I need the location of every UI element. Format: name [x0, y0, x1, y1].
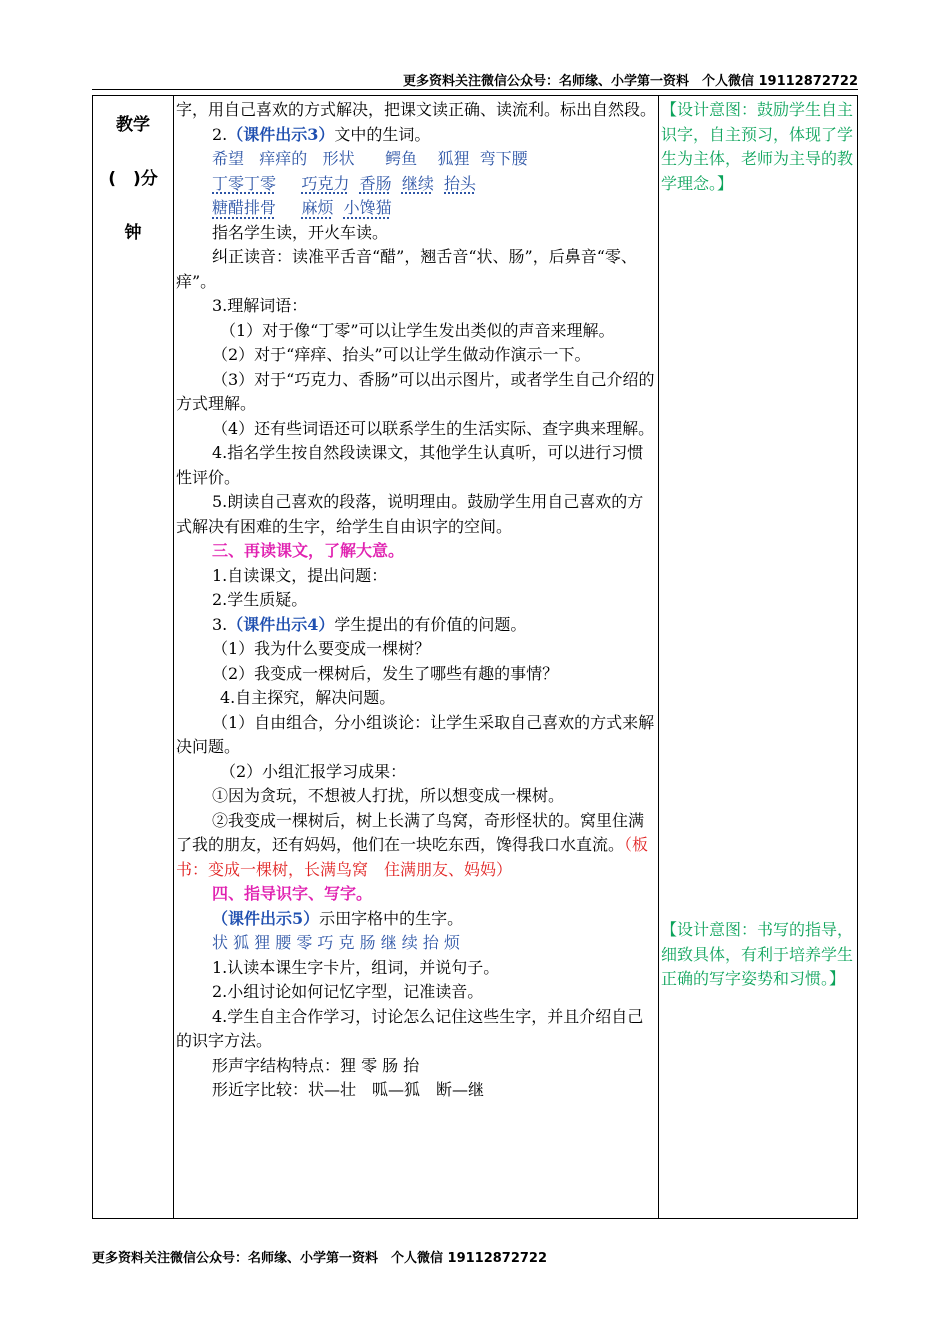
para-13: 2.学生质疑。 — [212, 590, 308, 609]
para-3: 指名学生读，开火车读。 — [212, 222, 389, 242]
design-note-2: 【设计意图：书写的指导，细致具体，有利于培养学生正确的写字姿势和习惯。】 — [661, 920, 854, 988]
para-26: 形声字结构特点：狸 零 肠 抬 — [212, 1055, 420, 1075]
para-10: 4.指名学生按自然段读课文，其他学生认真听，可以进行习惯性评价。 — [176, 443, 644, 487]
para-17: 4.自主探究，解决问题。 — [220, 688, 396, 707]
para-14 — [176, 613, 656, 638]
para-16: （2）我变成一棵树后，发生了哪些有趣的事情？ — [212, 663, 559, 683]
new-characters: 状 狐 狸 腰 零 巧 克 肠 继 续 抬 烦 — [212, 933, 460, 952]
blackboard-note: （板书：变成一棵树，长满鸟窝 住满朋友、妈妈） — [176, 835, 649, 879]
para-12: 1.自读课文，提出问题： — [212, 565, 388, 585]
vocab-word: 狐狸 — [437, 149, 470, 168]
para-2-rest: 文中的生词。 — [334, 124, 431, 144]
header-rule — [92, 89, 858, 90]
para-2 — [176, 123, 656, 148]
section-heading-4: 四、指导识字、写字。 — [212, 884, 373, 903]
vocab-word: 希望 — [212, 149, 245, 168]
para-27: 形近字比较：状—壮 呱—狐 断—继 — [212, 1080, 485, 1099]
vocab-word: 小馋猫 — [343, 198, 392, 217]
vocab-word: 巧克力 — [301, 173, 350, 193]
time-label-cell — [93, 96, 174, 1219]
courseware-tag-3: （课件出示3） — [227, 124, 335, 144]
page-header: 更多资料关注微信公众号：名师缘、小学第一资料 个人微信 19112872722 — [402, 74, 858, 89]
page-footer: 更多资料关注微信公众号：名师缘、小学第一资料 个人微信 19112872722 — [92, 1251, 548, 1266]
para-23: 1.认读本课生字卡片，组词，并说句子。 — [212, 957, 500, 977]
vocab-word: 继续 — [401, 173, 434, 193]
para-15: （1）我为什么要变成一棵树？ — [212, 639, 431, 658]
para-21-text: ②我变成一棵树后，树上长满了鸟窝，奇形怪状的。窝里住满了我的朋友，还有妈妈，他们在一块吃东西，馋得我口水直流。 — [176, 810, 645, 854]
vocab-word: 丁零丁零 — [212, 173, 277, 193]
para-5: 3.理解词语： — [212, 296, 308, 315]
para-4: 纠正读音：读准平舌音“醋”，翘舌音“状、肠”，后鼻音“零、痒”。 — [176, 247, 637, 291]
para-19: （2）小组汇报学习成果： — [220, 761, 407, 781]
vocab-word: 抬头 — [444, 173, 477, 193]
design-note-1: 【设计意图：鼓励学生自主识字，自主预习，体现了学生为主体，老师为主导的教学理念。】 — [661, 100, 854, 193]
vocab-word: 形状 — [322, 149, 355, 168]
para-11: 5.朗读自己喜欢的段落，说明理由。鼓励学生用自己喜欢的方式解决有困难的生字，给学生自由识字的空间。 — [176, 492, 644, 536]
para-14-rest: 学生提出的有价值的问题。 — [334, 614, 527, 634]
vocab-word: 麻烦 — [301, 198, 334, 217]
vocab-word: 痒痒的 — [259, 149, 308, 168]
para-24: 2.小组讨论如何记忆字型，记准读音。 — [212, 982, 484, 1001]
para-18: （1）自由组合，分小组谈论：让学生采取自己喜欢的方式来解决问题。 — [176, 712, 655, 756]
courseware-tag-4: （课件出示4） — [227, 614, 335, 634]
vocab-word: 糖醋排骨 — [212, 198, 277, 217]
vocab-word: 鳄鱼 — [385, 149, 418, 168]
para-22-rest: 示田字格中的生字。 — [319, 908, 464, 928]
para-9: （4）还有些词语还可以联系学生的生活实际、查字典来理解。 — [212, 418, 655, 438]
para-1: 字，用自己喜欢的方式解决，把课文读正确、读流利。标出自然段。 — [176, 100, 657, 119]
content-cell — [174, 96, 659, 1219]
time-label-1: 教学 — [116, 115, 150, 135]
vocab-row-2 — [176, 172, 656, 197]
vocab-word: 香肠 — [359, 173, 392, 193]
para-7: （2）对于“痒痒、抬头”可以让学生做动作演示一下。 — [212, 345, 591, 364]
design-intent-cell — [659, 96, 858, 1219]
para-20: ①因为贪玩，不想被人打扰，所以想变成一棵树。 — [212, 786, 565, 805]
para-2-num: 2. — [212, 124, 228, 144]
vocab-word: 弯下腰 — [479, 149, 528, 168]
para-21 — [176, 809, 656, 883]
vocab-row-3 — [176, 196, 656, 221]
time-label-2: ( )分 — [108, 169, 158, 189]
para-8: （3）对于“巧克力、香肠”可以出示图片，或者学生自己介绍的方式理解。 — [176, 369, 655, 413]
para-6: （1）对于像“丁零”可以让学生发出类似的声音来理解。 — [220, 320, 615, 340]
time-label-3: 钟 — [124, 223, 142, 243]
para-14-num: 3. — [212, 614, 228, 634]
lesson-table — [92, 95, 858, 1219]
section-heading-3: 三、再读课文，了解大意。 — [212, 541, 405, 560]
para-22 — [176, 907, 656, 932]
para-25: 4.学生自主合作学习，讨论怎么记住这些生字，并且介绍自己的识字方法。 — [176, 1006, 644, 1050]
vocab-row-1 — [176, 147, 656, 172]
courseware-tag-5: （课件出示5） — [212, 908, 320, 928]
